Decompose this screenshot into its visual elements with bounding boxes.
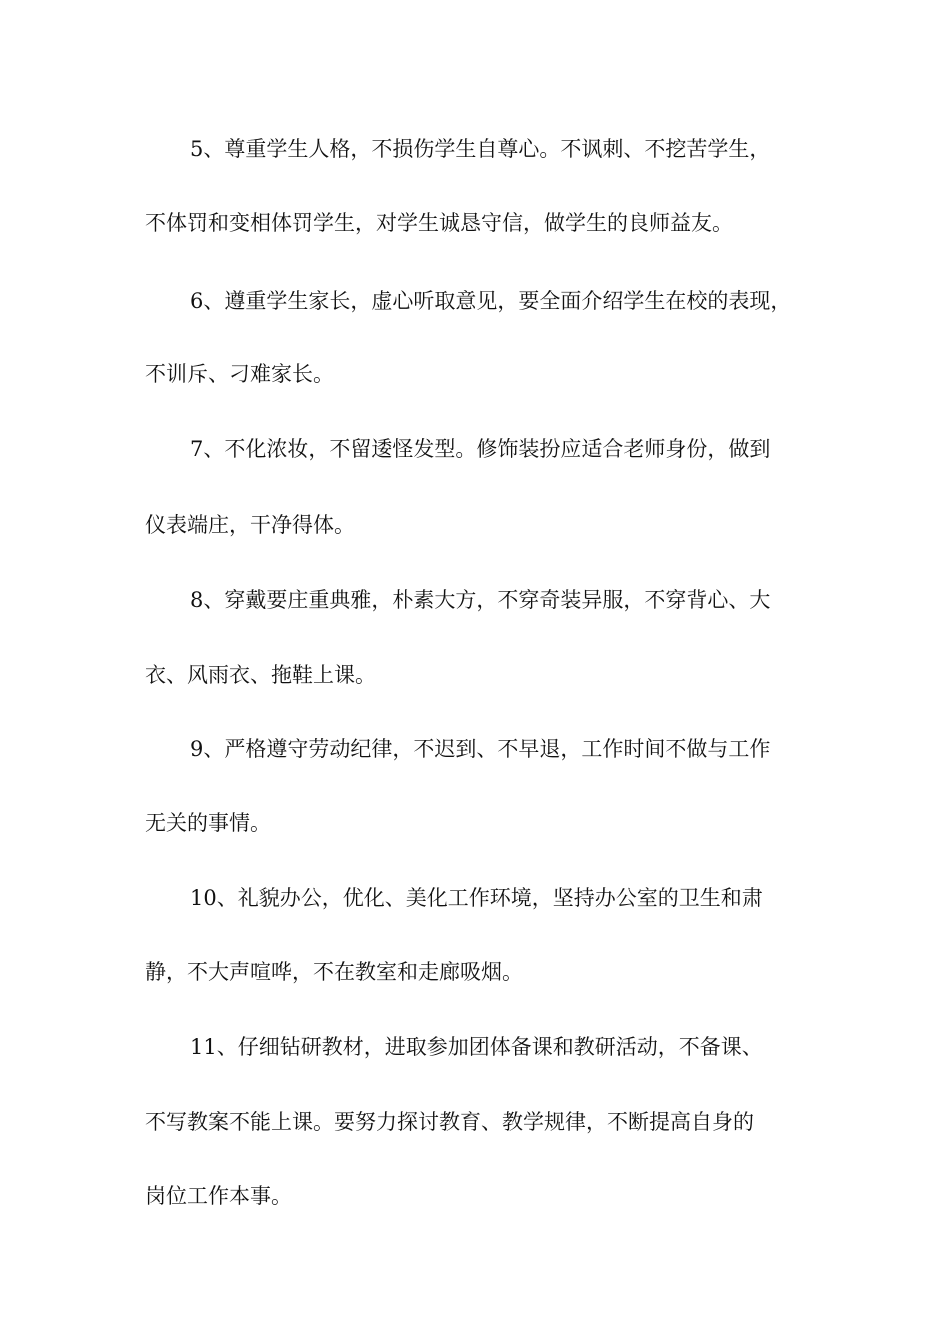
item-7-line-1: 7、不化浓妆，不留逶怪发型。修饰装扮应适合老师身份，做到 (190, 437, 771, 461)
item-8-line-2: 衣、风雨衣、拖鞋上课。 (145, 663, 376, 687)
item-9-line-2: 无关的事情。 (145, 811, 271, 835)
item-11-line-1: 11、仔细钻研教材，进取参加团体备课和教研活动，不备课、 (190, 1035, 763, 1059)
item-6-line-1: 6、遵重学生家长，虚心听取意见，要全面介绍学生在校的表现， (190, 289, 792, 313)
item-5-line-1: 5、尊重学生人格，不损伤学生自尊心。不讽刺、不挖苦学生， (190, 137, 771, 161)
item-7-line-2: 仪表端庄，干净得体。 (145, 513, 355, 537)
item-8-line-1: 8、穿戴要庄重典雅，朴素大方，不穿奇装异服，不穿背心、大 (190, 588, 771, 612)
item-5-line-2: 不体罚和变相体罚学生，对学生诚恳守信，做学生的良师益友。 (145, 211, 733, 235)
item-6-line-2: 不训斥、刁难家长。 (145, 362, 334, 386)
item-11-line-2: 不写教案不能上课。要努力探讨教育、教学规律，不断提高自身的 (145, 1110, 754, 1134)
item-9-line-1: 9、严格遵守劳动纪律，不迟到、不早退，工作时间不做与工作 (190, 737, 771, 761)
item-10-line-2: 静，不大声喧哗，不在教室和走廊吸烟。 (145, 960, 523, 984)
item-11-line-3: 岗位工作本事。 (145, 1184, 292, 1208)
item-10-line-1: 10、礼貌办公，优化、美化工作环境，坚持办公室的卫生和肃 (190, 886, 763, 910)
